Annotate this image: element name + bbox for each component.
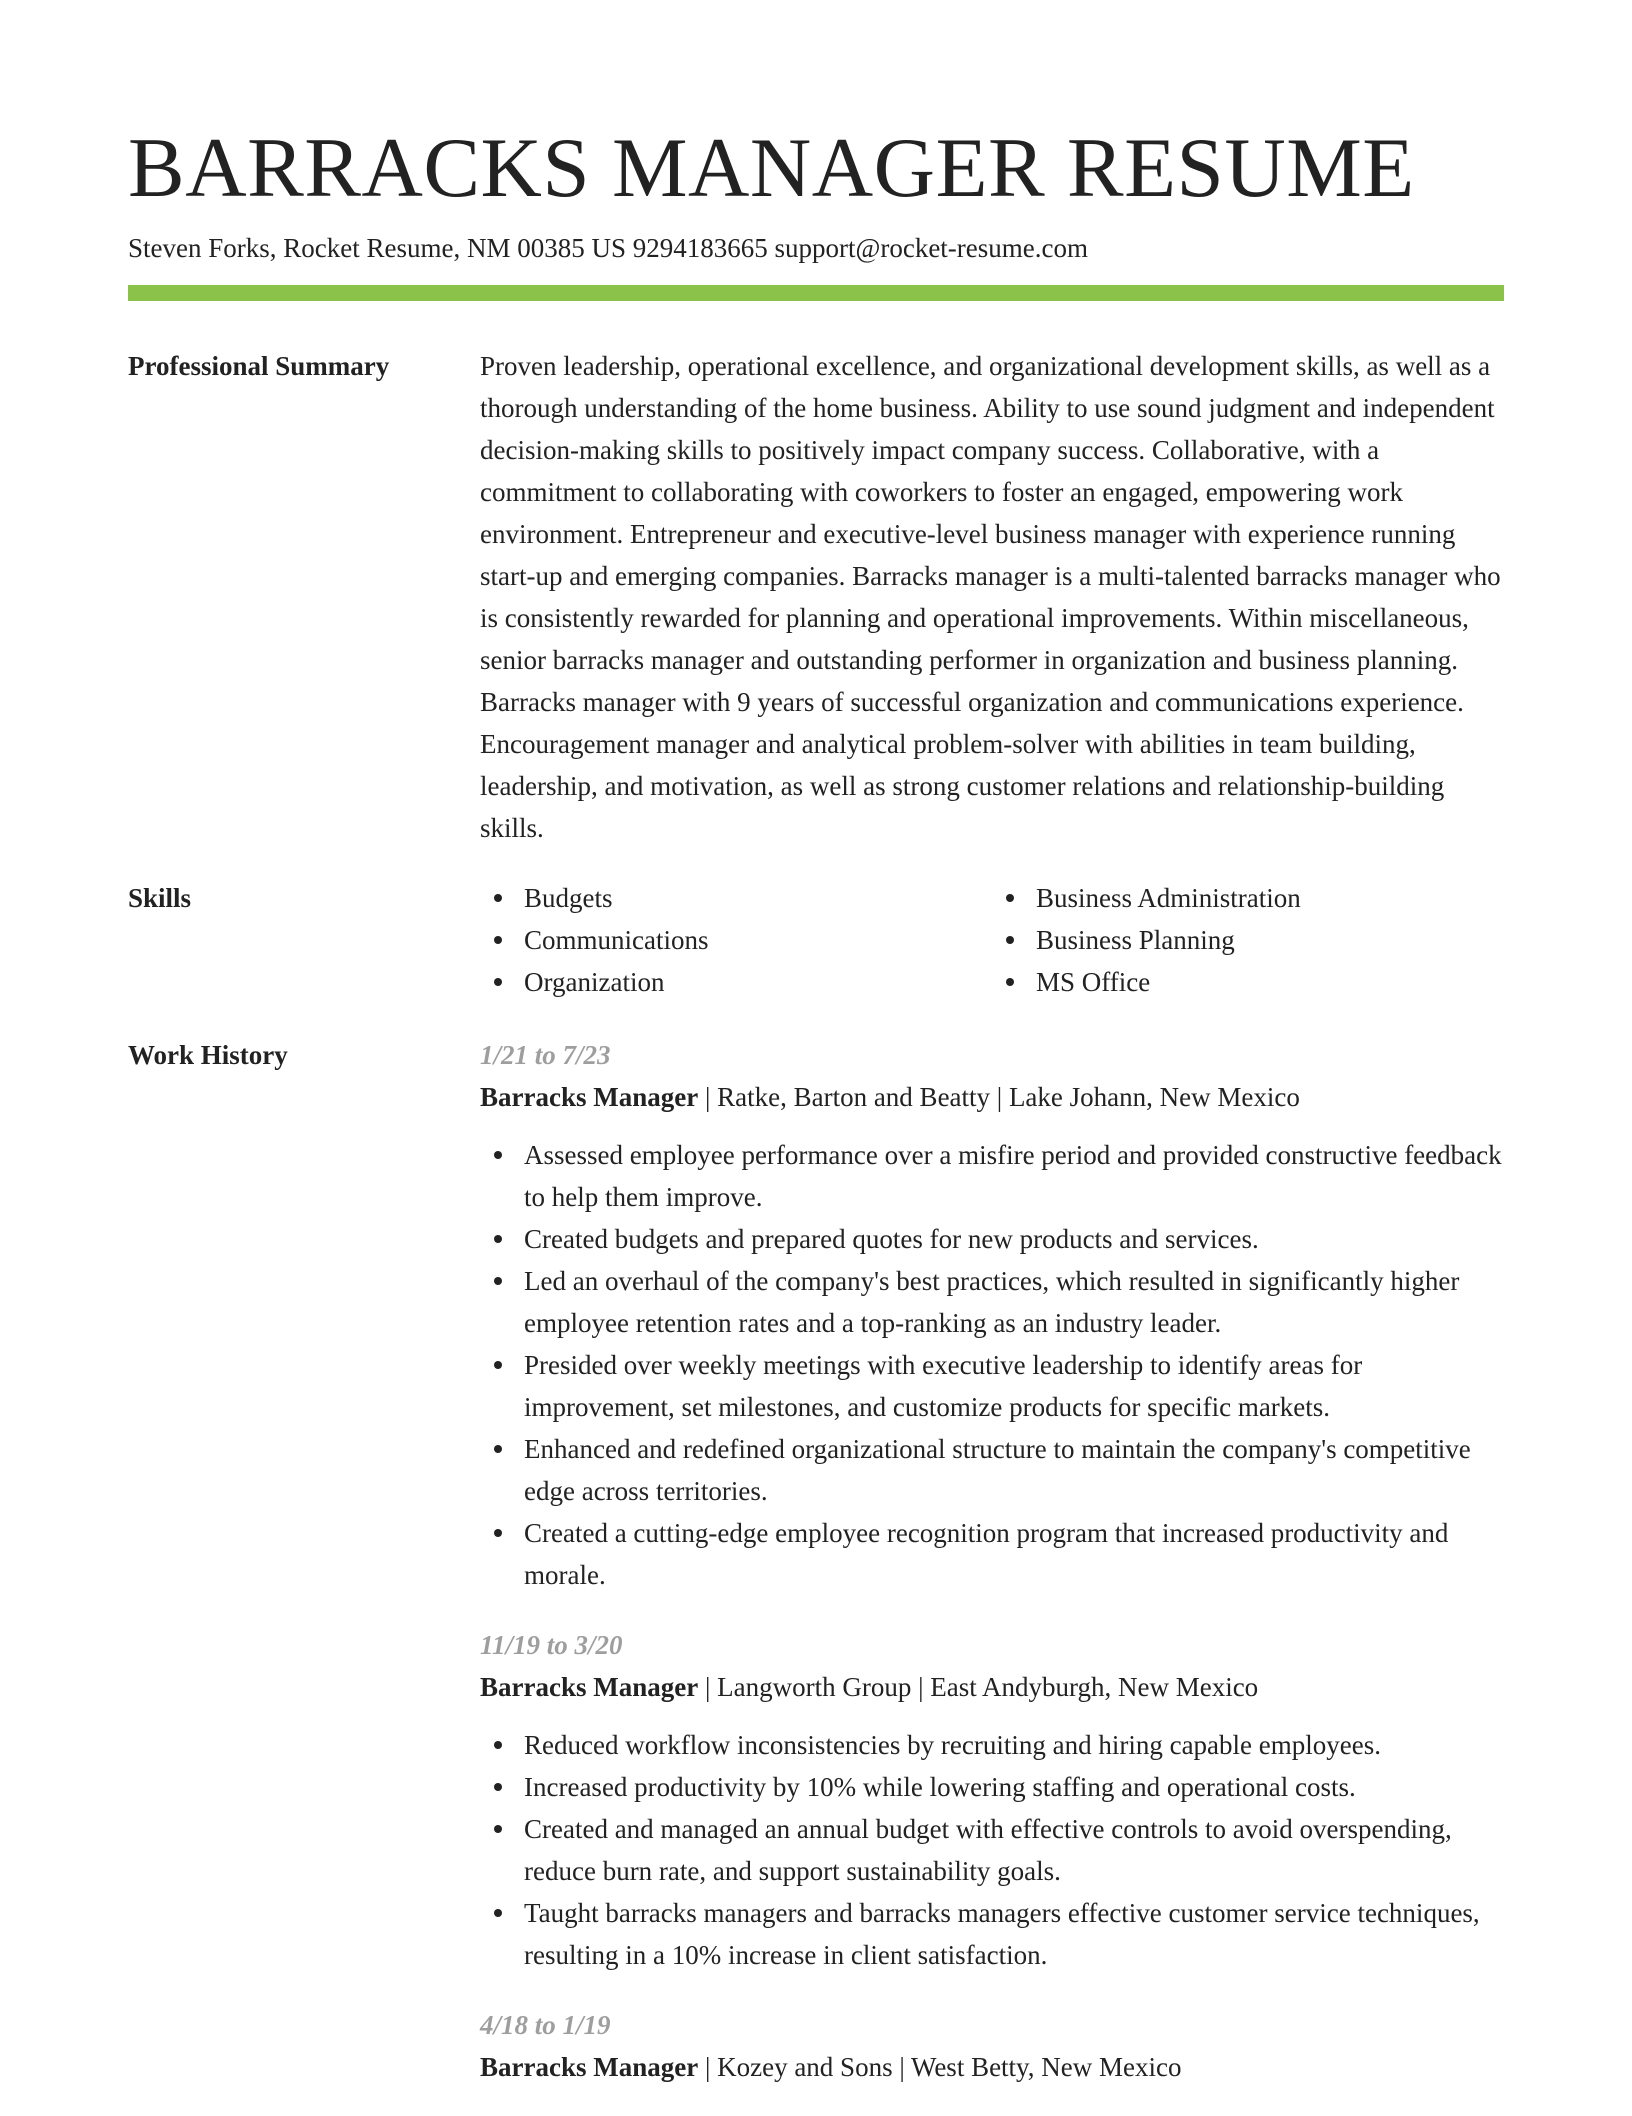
skills-heading: Skills <box>128 883 192 913</box>
job-entry <box>480 1624 1504 1976</box>
skill-item: Budgets <box>524 877 992 919</box>
job-employer-location: | Ratke, Barton and Beatty | Lake Johann, New Mexico <box>698 1082 1300 1112</box>
skills-list-left <box>480 877 992 1003</box>
job-duty: Created and managed an annual budget with effective controls to avoid overspending, reduce burn rate, and support sustainability goals. <box>524 1808 1504 1892</box>
job-dates: 1/21 to 7/23 <box>480 1040 611 1070</box>
skills-list-right <box>992 877 1504 1003</box>
skill-item: MS Office <box>1036 961 1504 1003</box>
job-dates: 4/18 to 1/19 <box>480 2010 611 2040</box>
job-title: Barracks Manager <box>480 1082 699 1112</box>
resume-title: BARRACKS MANAGER RESUME <box>128 121 1415 215</box>
skill-item: Communications <box>524 919 992 961</box>
job-duty: Enhanced and redefined organizational structure to maintain the company's competitive edge across territories. <box>524 1428 1504 1512</box>
skills-body <box>480 877 1504 1003</box>
job-duty: Taught barracks managers and barracks managers effective customer service techniques, resulting in a 10% increase in client satisfaction. <box>524 1892 1504 1976</box>
job-heading <box>480 1666 1504 1708</box>
job-dates: 11/19 to 3/20 <box>480 1630 623 1660</box>
job-entry <box>480 2004 1504 2088</box>
job-title: Barracks Manager <box>480 2052 699 2082</box>
job-duty: Increased productivity by 10% while lowering staffing and operational costs. <box>524 1766 1504 1808</box>
job-duty: Reduced workflow inconsistencies by recruiting and hiring capable employees. <box>524 1724 1504 1766</box>
skill-item: Business Planning <box>1036 919 1504 961</box>
summary-body <box>480 345 1504 849</box>
job-entry <box>480 1034 1504 1596</box>
accent-divider <box>128 285 1504 301</box>
job-duties-list <box>480 1724 1504 1976</box>
job-heading <box>480 1076 1504 1118</box>
job-heading <box>480 2046 1504 2088</box>
work-history-body <box>480 1034 1504 2116</box>
skill-item: Organization <box>524 961 992 1003</box>
job-employer-location: | Langworth Group | East Andyburgh, New Mexico <box>698 1672 1259 1702</box>
job-duty: Created a cutting-edge employee recognition program that increased productivity and morale. <box>524 1512 1504 1596</box>
summary-text: Proven leadership, operational excellence, and organizational development skills, as well as a thorough understanding of the home business. Ability to use sound judgment and independent decision-making skills to positively impact company success. Collaborative, with a commitment to collaborating with coworkers to foster an engaged, empowering work environment. Entrepreneur and executive-level business manager with experience running start-up and emerging companies. Barracks manager is a multi-talented barracks manager who is consistently rewarded for planning and operational improvements. Within miscellaneous, senior barracks manager and outstanding performer in organization and business planning. Barracks manager with 9 years of successful organization and communications experience. Encouragement manager and analytical problem-solver with abilities in team building, leadership, and motivation, as well as strong customer relations and relationship-building skills. <box>480 351 1501 843</box>
job-duty: Presided over weekly meetings with executive leadership to identify areas for improvement, set milestones, and customize products for specific markets. <box>524 1344 1504 1428</box>
job-duty: Created budgets and prepared quotes for new products and services. <box>524 1218 1504 1260</box>
job-duty: Led an overhaul of the company's best practices, which resulted in significantly higher employee retention rates and a top-ranking as an industry leader. <box>524 1260 1504 1344</box>
job-duties-list <box>480 1134 1504 1596</box>
work-history-heading: Work History <box>128 1040 288 1070</box>
contact-line: Steven Forks, Rocket Resume, NM 00385 US 9294183665 support@rocket-resume.com <box>128 233 1089 263</box>
skills-grid <box>480 877 1504 1003</box>
job-duty: Assessed employee performance over a misfire period and provided constructive feedback to help them improve. <box>524 1134 1504 1218</box>
skill-item: Business Administration <box>1036 877 1504 919</box>
job-title: Barracks Manager <box>480 1672 699 1702</box>
job-employer-location: | Kozey and Sons | West Betty, New Mexico <box>698 2052 1182 2082</box>
summary-heading: Professional Summary <box>128 351 390 381</box>
